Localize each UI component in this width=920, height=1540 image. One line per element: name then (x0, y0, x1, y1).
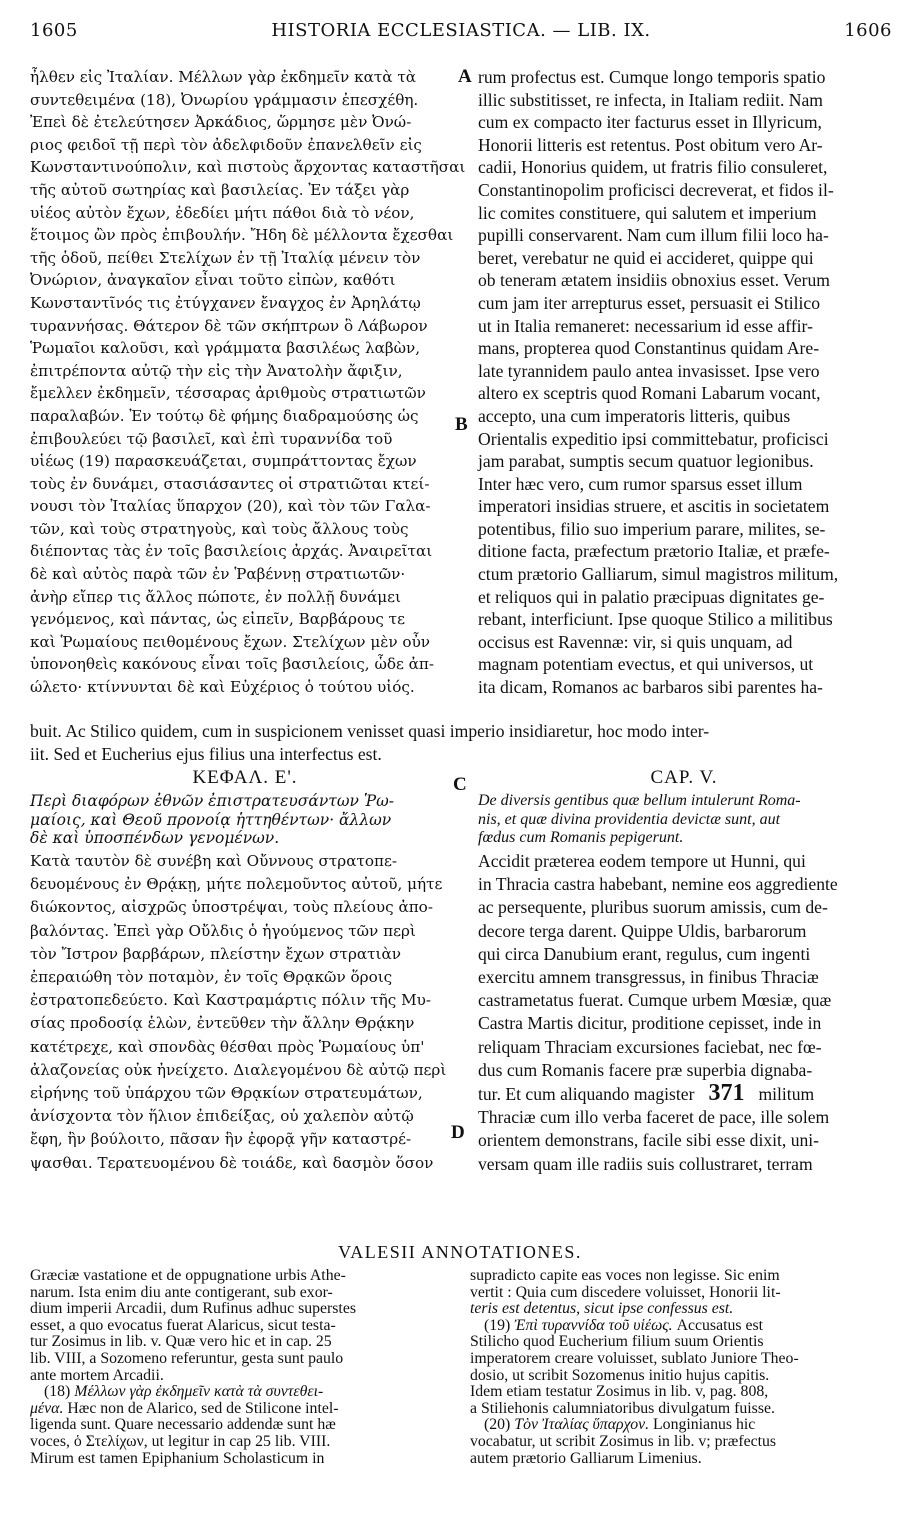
note-18-lemma: Μέλλων γὰρ ἐκδημεῖν κατὰ τὰ συντεθει- (74, 1383, 324, 1401)
greek-text-line: τυραννήσας. Θάτερον δὲ τῶν σκήπτρων ὃ Λάβωρον (30, 316, 428, 335)
margin-marker-b: B (455, 414, 468, 435)
greek-text-line: τῶν, καὶ τοὺς στρατηγοὺς, καὶ τοὺς ἄλλους τοὺς (30, 519, 409, 538)
page-number-right: 1606 (844, 20, 892, 41)
latin-text-line: orientem demonstrans, facile sibi esse dixit, uni- (478, 1130, 820, 1151)
latin-text-line: rum profectus est. Cumque longo temporis spatio (478, 67, 826, 87)
greek-text-line: ἀνίσχοντα τὸν ἥλιον ἐπιδείξας, οὐ χαλεπὸν αὐτῷ (30, 1107, 414, 1126)
latin-text-line: ac persequente, pluribus suorum amissis, cum de- (478, 897, 828, 918)
greek-text-line: ἔφη, ἢν βούλοιτο, πᾶσαν ἣν ἐφορᾷ γῆν καταστρέ- (30, 1130, 412, 1149)
note-line: narum. Ista enim diu ante contigerant, sub exor- (30, 1283, 333, 1301)
greek-text-line: ἐπεραιώθη τὸν ποταμὸν, ἐν τοῖς Θρᾳκῶν ὅροις (30, 968, 393, 987)
latin-text-line: Honorii litteris est retentus. Post obitum vero Ar- (478, 134, 823, 155)
latin-text-line: magnam potentiam evectus, et qui universos, ut (478, 654, 814, 675)
note-19-lemma: Ἐπὶ τυραννίδα τοῦ υἱέως. (514, 1316, 673, 1334)
greek-text-line: ἐπιβουλεύει τῷ βασιλεῖ, καὶ ἐπὶ τυραννίδα τοῦ (30, 429, 393, 448)
note-line: voces, ὁ Στελίχων, ut legitur in cap 25 lib. VIII. (30, 1432, 331, 1450)
notes-title: VALESII ANNOTATIONES. (338, 1242, 582, 1262)
greek-subtitle-line: μαίοις, καὶ Θεοῦ προνοίᾳ ἡττηθέντων· ἄλλων (30, 810, 392, 829)
greek-text-line: Ῥωμαῖοι καλοῦσι, καὶ γράμματα βασιλέως λαβὼν, (30, 339, 421, 358)
greek-text-line: Ὀνώριον, ἀναγκαῖον εἶναι τοῦτο εἰπὼν, καθότι (30, 271, 396, 290)
greek-text-line: Κωνσταντινούπολιν, καὶ πιστοὺς ἄρχοντας καταστῆσαι (30, 158, 466, 177)
greek-text-line: καὶ Ῥωμαίους πειθομένους ἔχων. Στελίχων μὲν οὖν (30, 632, 431, 651)
note-line: a Stiliehonis calumniatoribus divulgatum fuisse. (470, 1399, 775, 1417)
latin-text-line: dus cum Romanis facere præ superbia dignaba- (478, 1059, 813, 1080)
greek-text-line: ψασθαι. Τερατευομένου δὲ τοιάδε, καὶ δασμὸν ὅσον (30, 1153, 434, 1172)
greek-text-line: ἐστρατοπεδεύετο. Καὶ Καστραμάρτις πόλιν τῆς Μυ- (30, 991, 432, 1010)
note-line: Idem etiam testatur Zosimus in lib. v, pag. 808, (470, 1383, 769, 1401)
greek-text-line: διώκοντος, αἰσχρῶς ὑποστρέψαι, τοὺς πλείους ἀπο- (30, 898, 433, 917)
latin-text-fragment: militum (758, 1084, 815, 1105)
greek-text-line: παραλαβών. Ἐν τούτῳ δὲ φήμης διαδραμούσης ὡς (30, 406, 419, 425)
notes-column-right (470, 1268, 890, 1467)
latin-text-line: Castra Martis dicitur, proditione cepisset, inde in (478, 1013, 822, 1034)
greek-column-top (30, 66, 466, 699)
latin-text-line: versam quam ille radiis suis collustraret, terram (478, 1153, 813, 1174)
latin-text-line-with-mark (478, 1082, 890, 1106)
page-number-left: 1605 (30, 20, 78, 41)
greek-text-line: γενόμενος, καὶ πάντας, ὡς εἰπεῖν, Βαρβάρους τε (30, 610, 405, 629)
latin-text-line: accepto, una cum imperatoris litteris, quibus (478, 405, 791, 426)
greek-text-line: νουσι τὸν Ἰταλίας ὕπαρχον (20), καὶ τὸν τῶν Γαλα- (30, 497, 431, 516)
edition-page-mark: 371 (708, 1080, 745, 1107)
latin-text-line: cum jam iter arrepturus esset, persuasit ei Stilico (478, 292, 821, 313)
greek-text-line: εἰρήνης τοῦ ὑπάρχου τῶν Θρᾳκίων στρατευμάτων, (30, 1084, 423, 1103)
note-line: ante mortem Arcadii. (30, 1366, 164, 1384)
latin-text-line: castrametatus fuerat. Cumque urbem Mœsiæ, quæ (478, 990, 832, 1011)
latin-subtitle-line: nis, et quæ divina providentia devictæ sunt, aut (478, 810, 781, 828)
latin-text-line: reliquam Thraciam excursiones faciebat, nec fœ- (478, 1036, 822, 1057)
note-line: vertit : Quia cum discedere voluisset, Honorii lit- (470, 1283, 781, 1301)
latin-text-line: altero ex sceptris quod Romani Labarum vocant, (478, 383, 821, 404)
greek-text-line: τῆς αὐτοῦ σωτηρίας καὶ βασιλείας. Ἐν τάξει γὰρ (30, 180, 410, 199)
note-line: dium imperii Arcadii, dum Rufinus adhuc superstes (30, 1300, 356, 1318)
note-line: Stilicho quod Eucherium filium suum Orientis (470, 1333, 764, 1351)
note-line: Græciæ vastatione et de oppugnatione urbis Athe- (30, 1267, 346, 1284)
greek-text-line: σίας προδοσίᾳ ἑλὼν, ἐντεῦθεν τὴν ἄλλην Θρᾴκην (30, 1014, 415, 1033)
note-18-text-first: Hæc non de Alarico, sed de Stilicone intel- (67, 1399, 339, 1417)
note-19-heading: (19) Ἐπὶ τυραννίδα τοῦ υἱέως. Accusatus est (484, 1316, 764, 1334)
latin-text-line: rebant, interficiunt. Ipse quoque Stilico a militibus (478, 609, 833, 630)
greek-text-line: ριος φειδοῖ τῇ περὶ τὸν ἀδελφιδοῦν ἐπανελθεῖν εἰς (30, 135, 422, 154)
greek-text-line: ώλετο· κτίννυνται δὲ καὶ Εὐχέριος ὁ τούτου υἱός. (30, 678, 415, 697)
greek-text-line: τοὺς ἐν δυνάμει, στασιάσαντες οἱ στρατιῶται κτεί- (30, 474, 430, 493)
greek-text-line: βαλόντας. Ἐπεὶ γὰρ Οὔλδις ὁ ἡγούμενος τῶν περὶ (30, 921, 416, 940)
note-line: dosio, ut scribit Sozomenus initio hujus capitis. (470, 1366, 770, 1384)
latin-text-line: lic comites constituere, qui salutem et imperium (478, 202, 817, 223)
greek-text-line: ἕτοιμος ὢν πρὸς ἐπιβουλήν. Ἤδη δὲ μέλλοντα ἔχεσθαι (30, 226, 454, 245)
greek-text-line: Κατὰ ταυτὸν δὲ συνέβη καὶ Οὔννους στρατοπε- (30, 852, 397, 870)
notes-column-left (30, 1268, 450, 1467)
note-line: teris est detentus, sicut ipse confessus est. (470, 1300, 734, 1318)
greek-text-line: ἀνὴρ εἴπερ τις ἄλλος πώποτε, ἐν πολλῇ δυνάμει (30, 587, 401, 606)
greek-text-line: συντεθειμένα (18), Ὀνωρίου γράμμασιν ἐπεσχέθη. (30, 90, 419, 109)
greek-subtitle-line: Περὶ διαφόρων ἐθνῶν ἐπιστρατευσάντων Ῥω- (30, 792, 394, 810)
latin-text-line: occisus est Ravennæ: vir, si quis unquam, ad (478, 631, 793, 652)
note-line: imperatorem creare voluisset, sublato Juniore Theo- (470, 1349, 799, 1367)
latin-text-line: ditione facta, præfectum prætorio Italiæ, et præfe- (478, 541, 830, 562)
latin-subtitle-line: fœdus cum Romanis pepigerunt. (478, 829, 684, 846)
latin-text-line: qui circa Danubium erant, regulus, cum ingenti (478, 943, 811, 964)
greek-text-line: Ἐπεὶ δὲ ἐτελεύτησεν Ἀρκάδιος, ὥρμησε μὲν Ὀνώ- (30, 113, 412, 132)
latin-chapter-subtitle (478, 792, 890, 848)
greek-text-line: υἱέως (19) παρασκευάζεται, συμπράττοντας ἔχων (30, 452, 417, 471)
note-line: supradicto capite eas voces non legisse. Sic enim (470, 1267, 780, 1284)
latin-text-line: ob teneram ætatem insidiis obnoxius esset. Verum (478, 270, 830, 291)
note-line: lib. VIII, a Sozomeno referuntur, gesta sunt paulo (30, 1349, 344, 1367)
greek-text-line: τὸν Ἴστρον βαρβάρων, πλείστην ἔχων στρατιὰν (30, 944, 401, 963)
full-width-line-1: buit. Ac Stilico quidem, cum in suspicionem venisset quasi imperio insidiaretur, hoc modo inter- (30, 721, 710, 741)
greek-text-line: ὑπονοηθεὶς κακόνους εἶναι τοῖς βασιλείοις, ὧδε ἀπ- (30, 655, 435, 674)
latin-text-line: potentibus, filio suo imperium parare, milites, se- (478, 518, 826, 539)
margin-marker-d: D (451, 1122, 465, 1143)
note-line: esset, a quo evocatus fuerat Alaricus, sicut testa- (30, 1316, 336, 1334)
latin-text-line: Thraciæ cum illo verba faceret de pace, ille solem (478, 1107, 830, 1128)
latin-text-line: Constantinopolim proficisci decreverat, et fidos il- (478, 179, 834, 200)
margin-marker-c: C (453, 774, 467, 795)
note-20-lemma: Τὸν Ἰταλίας ὕπαρχον. (514, 1416, 650, 1434)
greek-text-line: δευομένους ἐν Θρᾴκῃ, μήτε πολεμοῦντος αὐτοῦ, μήτε (30, 875, 443, 894)
latin-text-line: jam parabat, sumptis secum quatuor legionibus. (478, 451, 814, 472)
latin-text-line: cadii, Honorius quidem, ut fratris filio consuleret, (478, 157, 828, 178)
latin-text-fragment: tur. Et cum aliquando magister (478, 1084, 695, 1105)
greek-text-line: ἦλθεν εἰς Ἰταλίαν. Μέλλων γὰρ ἐκδημεῖν κατὰ τὰ (30, 68, 416, 86)
note-line: tur Zosimus in lib. v. Quæ vero hic et in cap. 25 (30, 1333, 332, 1351)
greek-chapter-subtitle (30, 792, 460, 848)
greek-text-line: κατέτρεχε, καὶ σπονδὰς θέσθαι πρὸς Ῥωμαίους ὑπ' (30, 1037, 425, 1056)
latin-column-top (478, 66, 890, 699)
greek-subtitle-line: δὲ καὶ ὑποσπένδων γενομένων. (30, 829, 280, 847)
latin-text-line: beret, verebatur ne quid ei accideret, quippe qui (478, 247, 814, 268)
latin-text-line: late tyrannidem paulo antea invasisset. Ipse vero (478, 360, 820, 381)
running-header (30, 20, 892, 50)
greek-text-line: τῆς ὁδοῦ, πείθει Στελίχων ἐν τῇ Ἰταλίᾳ μένειν τὸν (30, 248, 421, 267)
note-18-lemma-cont: μένα. (30, 1399, 64, 1417)
note-line: ligenda sunt. Quare necessario addendæ sunt hæ (30, 1416, 336, 1434)
greek-text-line: Κωνσταντῖνός τις ἐτύγχανεν ἔναγχος ἐν Ἀρηλάτῳ (30, 293, 421, 312)
greek-text-line: υἱέος αὐτὸν ἔχων, ἐδεδίει μήτι πάθοι διὰ τὸ νέον, (30, 203, 415, 222)
greek-text-line: ἐπιτρέποντα αὐτῷ τὴν εἰς τὴν Ἀνατολὴν ἄφιξιν, (30, 361, 403, 380)
margin-marker-a: A (458, 66, 472, 87)
note-line: autem prætorio Galliarum Limenius. (470, 1449, 702, 1467)
note-18-heading: (18) Μέλλων γὰρ ἐκδημεῖν κατὰ τὰ συντεθει- (44, 1383, 324, 1401)
latin-text-line: ut in Italia remaneret: necessarium id esse affir- (478, 315, 813, 336)
latin-text-line: ita dicam, Romanos ac barbaros sibi parentes ha- (478, 677, 823, 698)
latin-text-line: cum ex compacto iter facturus esset in Illyricum, (478, 112, 822, 133)
note-line: Mirum est tamen Epiphanium Scholasticum in (30, 1449, 325, 1467)
latin-text-line: decore terga darent. Quippe Uldis, barbarorum (478, 920, 807, 941)
note-line: vocabatur, ut scribit Zosimus in lib. v; præfectus (470, 1432, 777, 1450)
latin-subtitle-line: De diversis gentibus quæ bellum intulerunt Roma- (478, 792, 801, 809)
greek-text-line: ἔμελλεν ἐκδημεῖν, τέσσαρας ἀριθμοὺς στρατιωτῶν (30, 384, 426, 403)
latin-text-line: in Thracia castra habebant, nemine eos aggrediente (478, 874, 838, 895)
latin-text-line: pupilli conservarent. Nam cum illum filii loco ha- (478, 225, 829, 246)
greek-column-bottom (30, 850, 460, 1175)
latin-text-line: Accidit præterea eodem tempore ut Hunni, qui (478, 851, 806, 871)
latin-text-line: ctum prætorio Galliarum, simul magistros militum, (478, 564, 839, 585)
latin-text-line: Orientalis expeditio ipsi committebatur, proficisci (478, 428, 829, 449)
latin-chapter-heading: CAP. V. (650, 767, 718, 788)
greek-text-line: διέποντας τὰς ἐν τοῖς βασιλείοις ἀρχάς. Ἀναιρεῖται (30, 542, 433, 561)
latin-text-line: Inter hæc vero, cum rumor sparsus esset illum (478, 473, 803, 494)
greek-text-line: ἀλαζονείας οὐκ ἠνείχετο. Διαλεγομένου δὲ αὐτῷ περὶ (30, 1060, 447, 1079)
latin-text-line: illic substitisset, re infecta, in Italiam rediit. Nam (478, 89, 823, 110)
latin-text-line: et reliquos qui in palatio præcipuas dignitates ge- (478, 586, 825, 607)
note-20-heading: (20) Τὸν Ἰταλίας ὕπαρχον. Longinianus hic (484, 1416, 756, 1434)
greek-text-line: δὲ καὶ αὐτὸς παρὰ τῶν ἐν Ῥαβέννῃ στρατιωτῶν· (30, 565, 406, 584)
latin-column-bottom (478, 850, 890, 1176)
greek-chapter-heading: ΚΕΦΑΛ. Ε'. (192, 767, 298, 788)
latin-text-line: exercitu amnem transgressus, in finibus Thraciæ (478, 967, 819, 988)
latin-text-line: mans, propterea quod Constantinus quidam Are- (478, 338, 820, 359)
running-title: HISTORIA ECCLESIASTICA. — LIB. IX. (271, 20, 651, 41)
latin-text-line: imperatori insidias struere, et ascitis in societatem (478, 496, 830, 517)
full-width-line-2: iit. Sed et Eucherius ejus filius una interfectus est. (30, 744, 382, 764)
